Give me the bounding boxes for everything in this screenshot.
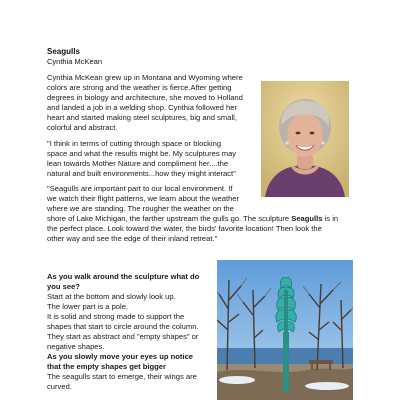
intro-line: heart and started making steel sculptures, big and small, [47, 113, 237, 122]
section-heading: that the empty shapes get bigger [47, 362, 166, 371]
section-heading: you see? [47, 282, 80, 291]
section-line: negative shapes. [47, 342, 105, 351]
quote-text: shore of Lake Michigan, the farther upstream the gulls go. The sculpture [47, 214, 292, 223]
quote-line [47, 214, 338, 224]
quote-line: "I think in terms of cutting through space or blocking [47, 139, 222, 148]
quote-line: "Seagulls are important part to our local environment. If [47, 184, 233, 193]
intro-line: Cynthia McKean grew up in Montana and Wyoming where [47, 73, 243, 82]
document-title: Seagulls [47, 47, 80, 56]
quote-line: lean towards Mother Nature and compliment her....the [47, 159, 229, 168]
intro-paragraph [47, 73, 243, 133]
intro-line: colorful and abstract. [47, 123, 118, 132]
section-line: They start as abstract and "empty shapes" or [47, 332, 199, 341]
section-line: curved. [47, 382, 72, 391]
quote-paragraph-1 [47, 139, 236, 179]
quote-text: is in [322, 214, 339, 223]
section-line: It is solid and strong made to support the [47, 312, 185, 321]
section-heading: As you slowly move your eyes up notice [47, 352, 194, 361]
intro-line: colors are strong and the weather is fierce.After getting [47, 83, 232, 92]
section-line: The lower part is a pole. [47, 302, 129, 311]
sculpture-photo [217, 260, 353, 400]
quote-line: the perfect place. Look toward the water, the birds' favorite location! Then look the [47, 224, 322, 233]
walk-around-section [47, 272, 199, 392]
document-author: Cynthia McKean [47, 57, 103, 66]
section-line: Start at the bottom and slowly look up. [47, 292, 176, 301]
quote-line: other way and see the edge of their inland retreat." [47, 234, 218, 243]
quote-line: we watch their flight patterns, we learn about the weather [47, 194, 240, 203]
sculpture-name: Seagulls [291, 214, 323, 223]
quote-line: natural and built environments...how they might interact" [47, 169, 236, 178]
quote-line: where we are standing. The rougher the weather on the [47, 204, 234, 213]
section-heading: As you walk around the sculpture what do [47, 272, 200, 281]
quote-line: space and what the results might be. My sculptures may [47, 149, 237, 158]
section-line: The seagulls start to emerge, their wings are [47, 372, 197, 381]
portrait-photo [261, 81, 349, 197]
intro-line: and landed a job in a welding shop. Cynthia followed her [47, 103, 237, 112]
section-line: shapes that start to circle around the column. [47, 322, 199, 331]
intro-line: degrees in biology and architecture, she moved to Holland [47, 93, 243, 102]
sculpture-illustration [217, 260, 353, 400]
portrait-illustration [261, 81, 349, 197]
